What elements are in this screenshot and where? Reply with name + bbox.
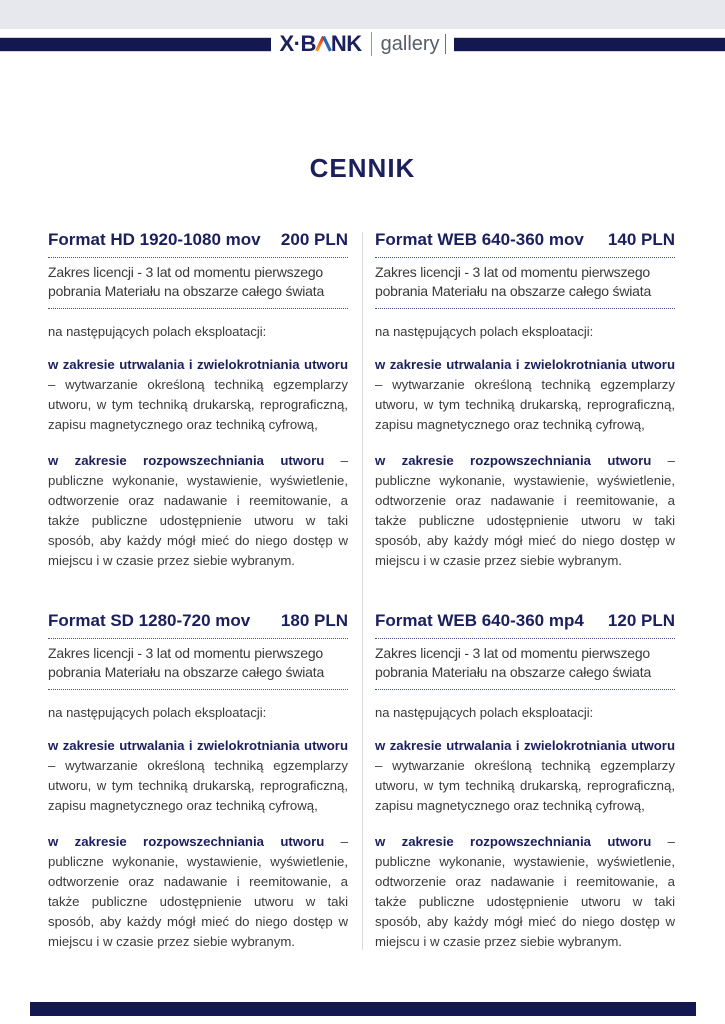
format-price: 140 PLN	[607, 230, 675, 249]
header-navy-bar-right	[454, 37, 725, 52]
fields-intro-text: na następujących polach eksploatacji:	[375, 705, 594, 720]
fields-intro-text: na następujących polach eksploatacji:	[375, 324, 594, 339]
footer-navy-bar	[30, 1002, 696, 1016]
format-title: Format WEB 640-360 mov	[375, 230, 584, 249]
format-title: Format SD 1280-720 mov	[48, 611, 251, 630]
license-scope-text: Zakres licencji - 3 lat od momentu pierwszego pobrania Materiału na obszarze całego świata	[48, 639, 348, 690]
xbank-logo-text-right: NK	[330, 31, 362, 56]
usage-paragraph-body: – publiczne wykonanie, wystawienie, wyświetlenie, odtworzenie oraz nadawanie i reemitowanie, a także publiczne udostępnienie utworu w taki sposób, aby każdy mógł mieć do niego dostęp w miejscu i w czasie przez siebie wybranym.	[48, 834, 349, 949]
usage-paragraph-lead: w zakresie rozpowszechniania utworu	[48, 834, 325, 849]
fields-intro-text: na następujących polach eksploatacji:	[48, 324, 267, 339]
usage-paragraph-body: – publiczne wykonanie, wystawienie, wyświetlenie, odtworzenie oraz nadawanie i reemitowanie, a także publiczne udostępnienie utworu w taki sposób, aby każdy mógł mieć do niego dostęp w miejscu i w czasie przez siebie wybranym.	[48, 453, 349, 568]
format-price: 200 PLN	[280, 230, 348, 249]
page-header	[0, 0, 725, 57]
pricing-block-web-mov	[375, 230, 675, 571]
column-divider-line	[362, 232, 363, 950]
format-price: 120 PLN	[607, 611, 675, 630]
usage-paragraph-body: – wytwarzanie określoną techniką egzemplarzy utworu, w tym techniką drukarską, reprograficzną, zapisu magnetycznego oraz techniką cyfrową,	[375, 758, 675, 813]
block-header	[375, 230, 675, 258]
usage-paragraph-body: – publiczne wykonanie, wystawienie, wyświetlenie, odtworzenie oraz nadawanie i reemitowanie, a także publiczne udostępnienie utworu w taki sposób, aby każdy mógł mieć do niego dostęp w miejscu i w czasie przez siebie wybranym.	[375, 453, 676, 568]
usage-paragraph-lead: w zakresie rozpowszechniania utworu	[375, 834, 652, 849]
usage-paragraph-lead: w zakresie rozpowszechniania utworu	[375, 453, 652, 468]
block-header	[48, 611, 348, 639]
usage-paragraph-body: – wytwarzanie określoną techniką egzemplarzy utworu, w tym techniką drukarską, reprograficzną, zapisu magnetycznego oraz techniką cyfrową,	[48, 377, 348, 432]
usage-paragraph-distribution	[48, 832, 348, 952]
usage-paragraph-fixation	[48, 736, 348, 816]
pricing-block-hd-mov	[48, 230, 348, 571]
xbank-logo-text	[279, 31, 361, 57]
xbank-logo-a-triangle-icon	[315, 35, 332, 52]
xbank-logo-text-left: X·B	[279, 31, 316, 56]
usage-paragraph-lead: w zakresie utrwalania i zwielokrotniania utworu	[375, 357, 675, 372]
format-title: Format WEB 640-360 mp4	[375, 611, 584, 630]
usage-paragraph-lead: w zakresie utrwalania i zwielokrotniania utworu	[48, 357, 348, 372]
xbank-gallery-logo	[271, 31, 453, 57]
pricing-block-sd-mov	[48, 611, 348, 952]
fields-intro-text: na następujących polach eksploatacji:	[48, 705, 267, 720]
usage-paragraph-body: – wytwarzanie określoną techniką egzemplarzy utworu, w tym techniką drukarską, reprograficzną, zapisu magnetycznego oraz techniką cyfrową,	[375, 377, 675, 432]
license-scope-text: Zakres licencji - 3 lat od momentu pierwszego pobrania Materiału na obszarze całego świata	[375, 639, 675, 690]
logo-end-line	[445, 34, 446, 54]
usage-paragraph-lead: w zakresie utrwalania i zwielokrotniania utworu	[375, 738, 675, 753]
usage-paragraph-fixation	[375, 736, 675, 816]
page-title: CENNIK	[309, 153, 416, 183]
gallery-logo-text: gallery	[380, 32, 440, 55]
format-price: 180 PLN	[280, 611, 348, 630]
brand-row	[0, 31, 725, 57]
usage-paragraph-lead: w zakresie utrwalania i zwielokrotniania utworu	[48, 738, 348, 753]
usage-paragraph-body: – wytwarzanie określoną techniką egzemplarzy utworu, w tym techniką drukarską, reprograficzną, zapisu magnetycznego oraz techniką cyfrową,	[48, 758, 348, 813]
block-header	[375, 611, 675, 639]
usage-paragraph-fixation	[375, 355, 675, 435]
license-scope-text: Zakres licencji - 3 lat od momentu pierwszego pobrania Materiału na obszarze całego świata	[48, 258, 348, 309]
logo-separator-line	[371, 32, 372, 56]
format-title: Format HD 1920-1080 mov	[48, 230, 261, 249]
header-gray-band	[0, 0, 725, 29]
usage-paragraph-distribution	[375, 451, 675, 571]
usage-paragraph-fixation	[48, 355, 348, 435]
pricing-grid	[48, 230, 675, 952]
usage-paragraph-lead: w zakresie rozpowszechniania utworu	[48, 453, 325, 468]
usage-paragraph-distribution	[375, 832, 675, 952]
block-header	[48, 230, 348, 258]
usage-paragraph-distribution	[48, 451, 348, 571]
license-scope-text: Zakres licencji - 3 lat od momentu pierwszego pobrania Materiału na obszarze całego świata	[375, 258, 675, 309]
usage-paragraph-body: – publiczne wykonanie, wystawienie, wyświetlenie, odtworzenie oraz nadawanie i reemitowanie, a także publiczne udostępnienie utworu w taki sposób, aby każdy mógł mieć do niego dostęp w miejscu i w czasie przez siebie wybranym.	[375, 834, 676, 949]
header-navy-bar-left	[0, 37, 271, 52]
pricing-block-web-mp4	[375, 611, 675, 952]
